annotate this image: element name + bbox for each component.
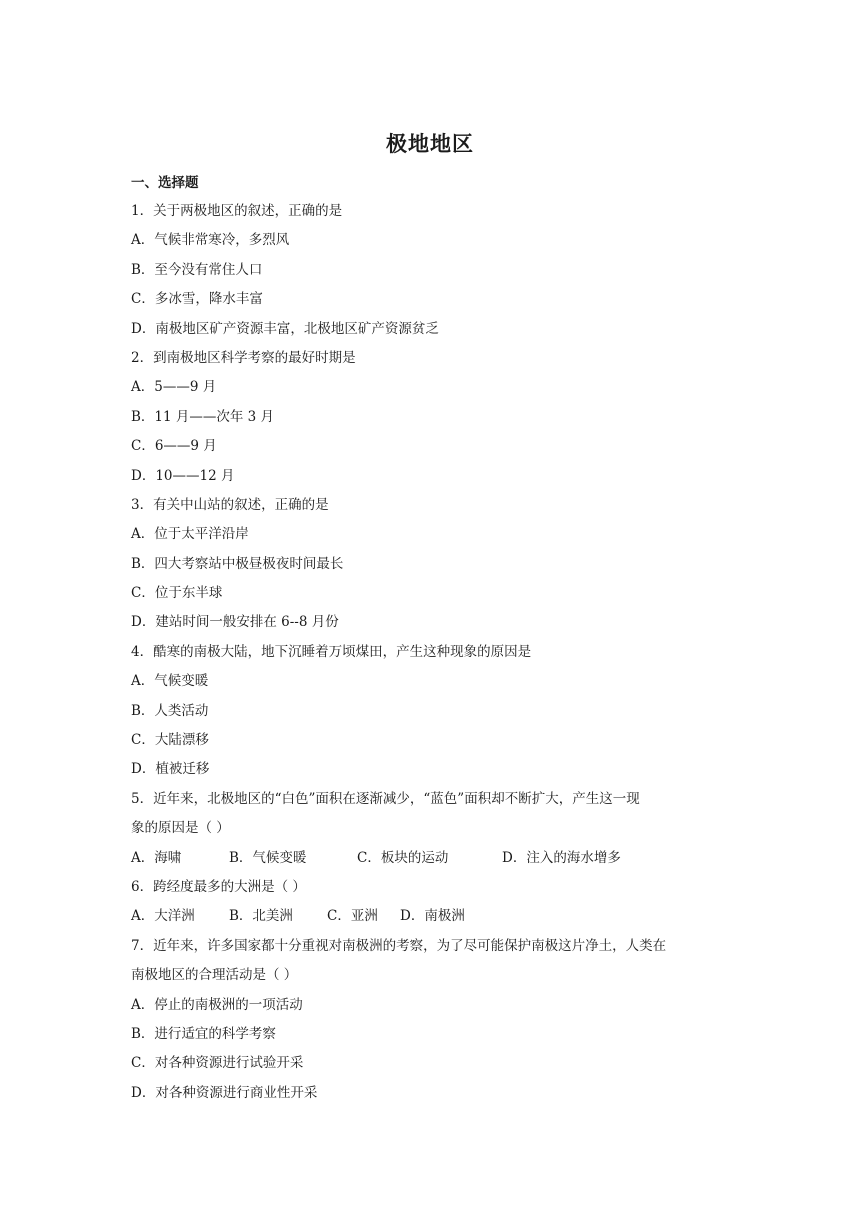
question-2 (131, 344, 735, 491)
option-b: B．11 月——次年 3 月 (131, 408, 275, 425)
option-b: B．四大考察站中极昼极夜时间最长 (131, 555, 344, 572)
option-a: A．5——9 月 (131, 379, 217, 396)
question-stem-line-2: 南极地区的合理活动是（ ） (131, 967, 298, 984)
question-stem: 3．有关中山站的叙述，正确的是 (131, 496, 329, 513)
section-heading: 一、选择题 (131, 175, 199, 191)
option-d: D．建站时间一般安排在 6--8 月份 (131, 614, 339, 631)
question-5 (131, 785, 735, 873)
option-a: A．气候非常寒冷，多烈风 (131, 232, 290, 249)
option-a: A．位于太平洋沿岸 (131, 526, 249, 543)
question-list (131, 197, 735, 1108)
options-row (131, 844, 735, 873)
option-d: D．南极洲 (400, 908, 465, 925)
option-a: A．停止的南极洲的一项活动 (131, 996, 303, 1013)
option-d: D．南极地区矿产资源丰富，北极地区矿产资源贫乏 (131, 320, 439, 337)
option-a: A．气候变暖 (131, 673, 209, 690)
option-d: D．10——12 月 (131, 467, 235, 484)
question-3 (131, 491, 735, 638)
question-stem-line-1: 5．近年来，北极地区的“白色”面积在逐渐减少，“蓝色”面积却不断扩大，产生这一现 (131, 790, 640, 807)
document-title: 极地地区 (386, 132, 474, 156)
option-a: A．大洋洲 (131, 908, 195, 925)
option-d: D．对各种资源进行商业性开采 (131, 1084, 318, 1101)
option-c: C．大陆漂移 (131, 732, 209, 749)
option-c: C．6——9 月 (131, 438, 217, 455)
options-row (131, 902, 735, 931)
option-c: C．板块的运动 (357, 849, 449, 866)
question-7 (131, 932, 735, 1108)
option-d: D．植被迁移 (131, 761, 210, 778)
option-a: A．海啸 (131, 849, 182, 866)
question-stem: 6．跨经度最多的大洲是（ ） (131, 878, 306, 895)
question-stem-line-2: 象的原因是（ ） (131, 820, 230, 837)
option-c: C．多冰雪，降水丰富 (131, 291, 263, 308)
option-b: B．进行适宜的科学考察 (131, 1025, 276, 1042)
question-stem: 2．到南极地区科学考察的最好时期是 (131, 349, 356, 366)
question-6 (131, 873, 735, 932)
question-stem: 4．酷寒的南极大陆，地下沉睡着万顷煤田，产生这种现象的原因是 (131, 643, 532, 660)
option-b: B．北美洲 (229, 908, 293, 925)
option-b: B．气候变暖 (229, 849, 307, 866)
question-stem-line-1: 7．近年来，许多国家都十分重视对南极洲的考察，为了尽可能保护南极这片净土，人类在 (131, 937, 667, 954)
question-4 (131, 638, 735, 785)
option-c: C．亚洲 (327, 908, 378, 925)
option-d: D．注入的海水增多 (502, 849, 621, 866)
option-c: C．位于东半球 (131, 585, 223, 602)
question-1 (131, 197, 735, 344)
question-stem: 1．关于两极地区的叙述，正确的是 (131, 203, 343, 219)
option-b: B．人类活动 (131, 702, 209, 719)
option-c: C．对各种资源进行试验开采 (131, 1055, 304, 1072)
option-b: B．至今没有常住人口 (131, 261, 263, 278)
